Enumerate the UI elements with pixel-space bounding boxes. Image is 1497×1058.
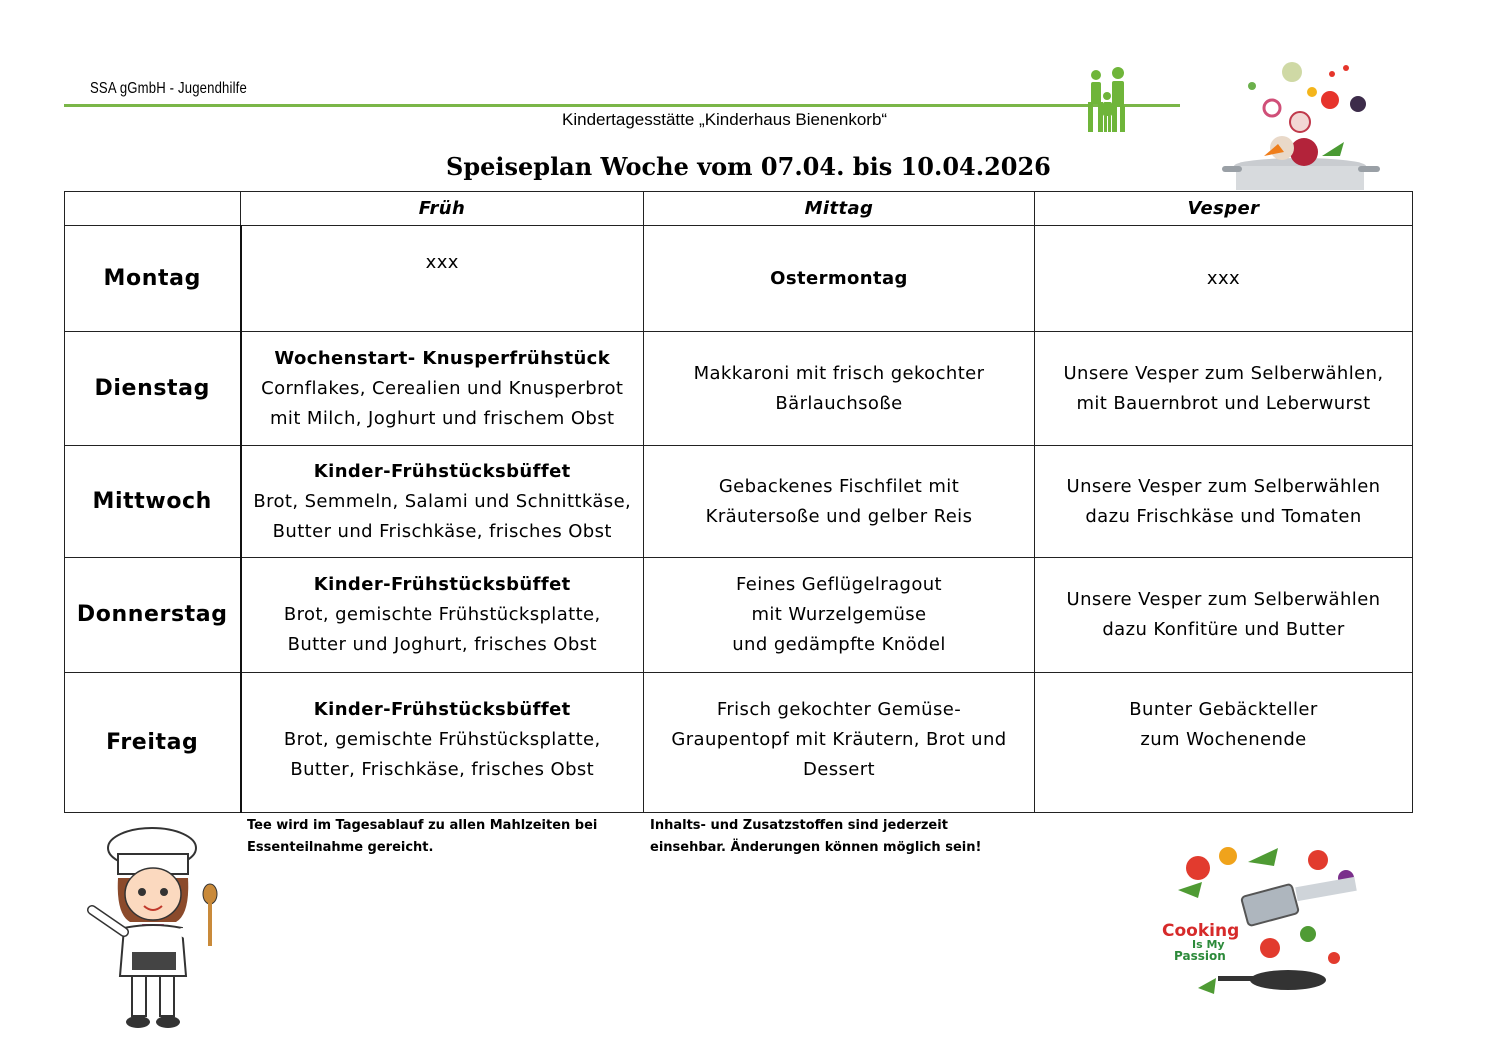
table-row <box>65 673 1413 813</box>
menu-line: mit Bauernbrot und Leberwurst <box>1076 392 1371 414</box>
info-note <box>650 815 981 859</box>
is-my-word: Is My <box>1192 938 1225 951</box>
mittag-cell <box>644 673 1035 813</box>
cooking-word: Cooking <box>1162 921 1240 941</box>
menu-line: Brot, gemischte Frühstücksplatte, <box>283 604 601 625</box>
menu-line: Dessert <box>802 759 876 780</box>
menu-line: Unsere Vesper zum Selberwählen <box>1066 475 1381 497</box>
menu-title: Kinder-Frühstücksbüffet <box>313 460 571 482</box>
note-line: Tee wird im Tagesablauf zu allen Mahlzeiten bei <box>247 818 598 833</box>
day-label: Dienstag <box>65 332 241 446</box>
header-divider <box>64 104 1180 107</box>
page-title: Speiseplan Woche vom 07.04. bis 10.04.2026 <box>446 152 1051 181</box>
menu-line: dazu Konfitüre und Butter <box>1102 619 1345 640</box>
menu-line: Feines Geflügelragout <box>735 574 943 595</box>
vesper-cell <box>1035 332 1413 446</box>
menu-line: Bunter Gebäckteller <box>1129 699 1318 720</box>
vesper-cell <box>1035 673 1413 813</box>
menu-line: Kräutersoße und gelber Reis <box>705 505 973 527</box>
column-header-vesper: Vesper <box>1035 192 1413 226</box>
vesper-cell <box>1035 226 1413 332</box>
menu-line: Butter und Frischkäse, frisches Obst <box>272 520 612 542</box>
tea-note <box>247 815 597 859</box>
menu-line: Cornflakes, Cerealien und Knusperbrot <box>261 377 624 399</box>
menu-line: mit Milch, Joghurt und frischem Obst <box>270 407 615 429</box>
kita-name: Kindertagesstätte „Kinderhaus Bienenkorb“ <box>562 110 888 129</box>
family-logo-icon <box>1084 66 1132 134</box>
menu-line: Ostermontag <box>770 267 908 289</box>
frueh-cell <box>241 332 644 446</box>
menu-line: Brot, gemischte Frühstücksplatte, <box>283 729 601 750</box>
note-line: einsehbar. Änderungen können möglich sein! <box>650 840 982 855</box>
note-line: Inhalts- und Zusatzstoffen sind jederzeit <box>650 818 948 833</box>
column-header-frueh: Früh <box>241 192 644 226</box>
menu-line: Gebackenes Fischfilet mit <box>718 475 960 497</box>
mittag-cell <box>644 332 1035 446</box>
column-header-mittag: Mittag <box>644 192 1035 226</box>
day-label: Mittwoch <box>65 446 241 558</box>
menu-line: mit Wurzelgemüse <box>751 604 927 625</box>
meal-plan-table <box>64 191 1413 813</box>
note-line: Essenteilnahme gereicht. <box>247 840 434 855</box>
frueh-cell <box>241 558 644 673</box>
menu-line: Butter, Frischkäse, frisches Obst <box>290 759 595 780</box>
menu-line: Graupentopf mit Kräutern, Brot und <box>671 729 1007 750</box>
frueh-cell <box>241 226 644 332</box>
frueh-cell <box>241 673 644 813</box>
menu-line: Brot, Semmeln, Salami und Schnittkäse, <box>253 490 632 512</box>
vesper-cell <box>1035 446 1413 558</box>
frueh-cell <box>241 446 644 558</box>
mittag-cell <box>644 558 1035 673</box>
menu-title: Kinder-Frühstücksbüffet <box>313 574 571 595</box>
day-label: Montag <box>65 226 241 332</box>
day-label: Freitag <box>65 673 241 813</box>
menu-title: Kinder-Frühstücksbüffet <box>313 699 571 720</box>
menu-line: Makkaroni mit frisch gekochter <box>693 362 985 384</box>
table-row <box>65 226 1413 332</box>
mittag-cell <box>644 226 1035 332</box>
menu-line: Unsere Vesper zum Selberwählen <box>1066 589 1381 610</box>
table-header-row <box>65 192 1413 226</box>
menu-line: Butter und Joghurt, frisches Obst <box>287 634 597 655</box>
table-row <box>65 446 1413 558</box>
day-label: Donnerstag <box>65 558 241 673</box>
vegetable-pot-icon <box>1212 56 1392 192</box>
menu-line: Frisch gekochter Gemüse- <box>716 699 962 720</box>
menu-line: Bärlauchsoße <box>775 392 903 414</box>
menu-title: Wochenstart- Knusperfrühstück <box>274 347 611 369</box>
corner-cell <box>65 192 241 226</box>
cooking-passion-logo-icon <box>1158 838 1368 1003</box>
table-row <box>65 332 1413 446</box>
vesper-cell <box>1035 558 1413 673</box>
organization-name: SSA gGmbH - Jugendhilfe <box>90 80 247 97</box>
chef-girl-icon <box>80 826 230 1031</box>
menu-line: Unsere Vesper zum Selberwählen, <box>1063 362 1384 384</box>
menu-line: xxx <box>425 252 459 273</box>
menu-line: dazu Frischkäse und Tomaten <box>1085 505 1362 527</box>
table-row <box>65 558 1413 673</box>
menu-line: und gedämpfte Knödel <box>732 634 946 655</box>
mittag-cell <box>644 446 1035 558</box>
menu-line: xxx <box>1206 267 1241 289</box>
menu-line: zum Wochenende <box>1140 729 1307 750</box>
passion-word: Passion <box>1174 949 1226 963</box>
